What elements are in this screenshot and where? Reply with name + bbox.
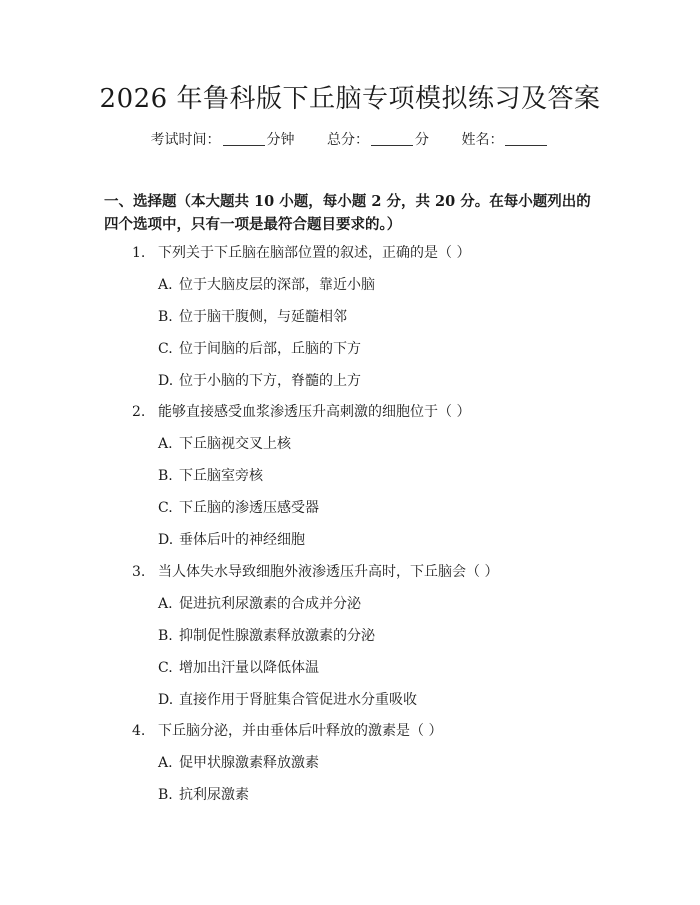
option-text: 位于间脑的后部，丘脑的下方 — [179, 341, 361, 357]
question-1 — [132, 243, 470, 263]
option-letter: C. — [158, 341, 173, 357]
question-number: 1. — [132, 245, 146, 261]
option-2a — [158, 434, 291, 454]
question-text: 能够直接感受血浆渗透压升高刺激的细胞位于（ ） — [158, 404, 471, 420]
option-3d — [158, 690, 417, 710]
score-blank — [371, 131, 413, 146]
question-text: 下丘脑分泌，并由垂体后叶释放的激素是（ ） — [158, 723, 443, 739]
exam-meta — [0, 130, 700, 150]
option-1d — [158, 371, 361, 391]
option-letter: C. — [158, 660, 173, 676]
option-text: 位于脑干腹侧，与延髓相邻 — [179, 309, 347, 325]
score-label: 总分： — [327, 132, 369, 148]
time-unit: 分钟 — [266, 132, 295, 148]
option-text: 位于大脑皮层的深部，靠近小脑 — [179, 277, 375, 293]
option-3a — [158, 594, 361, 614]
option-letter: B. — [158, 309, 173, 325]
name-label: 姓名： — [461, 132, 504, 148]
name-blank — [505, 131, 547, 146]
exam-score — [327, 132, 429, 148]
question-number: 4. — [132, 723, 146, 739]
score-unit: 分 — [415, 132, 429, 148]
option-text: 促进抗利尿激素的合成并分泌 — [179, 596, 361, 612]
option-letter: B. — [158, 468, 173, 484]
option-text: 下丘脑视交叉上核 — [179, 436, 291, 452]
option-1c — [158, 339, 361, 359]
option-letter: A. — [158, 436, 173, 452]
option-text: 下丘脑的渗透压感受器 — [179, 500, 319, 516]
option-4a — [158, 753, 319, 773]
option-4b — [158, 785, 249, 805]
section-heading: 一、选择题（本大题共 10 小题，每小题 2 分，共 20 分。在每小题列出的四个选项中，只有一项是最符合题目要求的。） — [104, 193, 591, 233]
exam-name — [461, 132, 549, 148]
question-text: 下列关于下丘脑在脑部位置的叙述，正确的是（ ） — [158, 245, 471, 261]
question-4 — [132, 721, 442, 741]
option-text: 增加出汗量以降低体温 — [179, 660, 319, 676]
exam-time — [151, 132, 295, 148]
option-letter: D. — [158, 373, 174, 389]
option-text: 抗利尿激素 — [179, 787, 249, 803]
option-letter: D. — [158, 692, 174, 708]
option-2c — [158, 498, 319, 518]
option-letter: B. — [158, 628, 173, 644]
time-label: 考试时间： — [150, 132, 221, 148]
question-text: 当人体失水导致细胞外液渗透压升高时，下丘脑会（ ） — [158, 564, 499, 580]
option-2d — [158, 530, 305, 550]
option-letter: A. — [158, 755, 173, 771]
option-1a — [158, 275, 375, 295]
option-2b — [158, 466, 263, 486]
option-text: 抑制促性腺激素释放激素的分泌 — [179, 628, 375, 644]
option-letter: B. — [158, 787, 173, 803]
option-3b — [158, 626, 375, 646]
option-text: 位于小脑的下方，脊髓的上方 — [179, 373, 361, 389]
option-text: 直接作用于肾脏集合管促进水分重吸收 — [179, 692, 417, 708]
option-text: 促甲状腺激素释放激素 — [179, 755, 319, 771]
page-title: 2026 年鲁科版下丘脑专项模拟练习及答案 — [99, 84, 601, 114]
option-letter: A. — [158, 596, 173, 612]
question-number: 3. — [132, 564, 146, 580]
option-text: 下丘脑室旁核 — [179, 468, 263, 484]
option-3c — [158, 658, 319, 678]
option-letter: C. — [158, 500, 173, 516]
option-1b — [158, 307, 347, 327]
option-letter: D. — [158, 532, 174, 548]
question-3 — [132, 562, 498, 582]
question-number: 2. — [132, 404, 146, 420]
option-text: 垂体后叶的神经细胞 — [179, 532, 305, 548]
time-blank — [223, 131, 265, 146]
option-letter: A. — [158, 277, 173, 293]
question-2 — [132, 402, 470, 422]
